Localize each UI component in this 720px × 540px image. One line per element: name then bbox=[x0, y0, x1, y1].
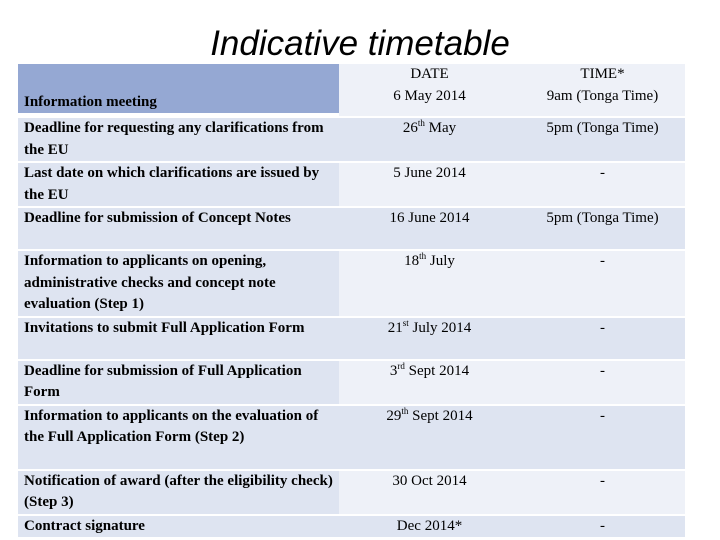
date-column-header: DATE bbox=[410, 66, 449, 82]
page-title: Indicative timetable bbox=[210, 24, 510, 63]
activity-cell: Deadline for requesting any clarifications from the EU bbox=[18, 118, 339, 161]
time-cell: 5pm (Tonga Time) bbox=[520, 118, 685, 161]
table-row bbox=[18, 361, 685, 404]
date-cell bbox=[339, 406, 520, 469]
date-main: 26 bbox=[402, 120, 418, 136]
time-cell: - bbox=[520, 361, 685, 404]
date-main: 3 bbox=[389, 362, 398, 379]
time-cell: 5pm (Tonga Time) bbox=[520, 208, 685, 249]
table-header-row bbox=[18, 64, 685, 116]
time-cell: - bbox=[520, 516, 685, 538]
time-cell: - bbox=[520, 251, 685, 316]
date-cell bbox=[339, 471, 520, 514]
date-ordinal: th bbox=[419, 251, 427, 261]
date-cell bbox=[339, 516, 520, 538]
table-row bbox=[18, 516, 685, 538]
activity-cell: Information to applicants on the evaluation of the Full Application Form (Step 2) bbox=[18, 406, 339, 469]
date-rest: May bbox=[424, 120, 457, 136]
time-cell: - bbox=[520, 406, 685, 469]
date-main: 21 bbox=[387, 319, 403, 336]
date-rest: Sept 2014 bbox=[408, 407, 473, 424]
date-header-cell bbox=[339, 64, 520, 116]
time-column-header: TIME* bbox=[580, 66, 625, 82]
date-rest: Sept 2014 bbox=[404, 362, 470, 379]
activity-cell: Information meeting bbox=[18, 64, 339, 116]
date-cell bbox=[339, 208, 520, 249]
table-row bbox=[18, 163, 685, 206]
date-main: 18 bbox=[404, 253, 420, 269]
date-ordinal: rd bbox=[397, 360, 405, 371]
time-cell: - bbox=[520, 471, 685, 514]
date-cell bbox=[339, 318, 520, 359]
table-row bbox=[18, 406, 685, 469]
date-main: 16 June 2014 bbox=[389, 210, 470, 226]
date-ordinal: th bbox=[417, 118, 425, 128]
date-rest: July bbox=[426, 253, 455, 269]
date-ordinal: st bbox=[402, 317, 409, 328]
table-row bbox=[18, 318, 685, 359]
date-main: 30 Oct 2014 bbox=[392, 472, 467, 489]
date-main: 5 June 2014 bbox=[393, 165, 466, 181]
date-cell bbox=[339, 251, 520, 316]
table-row bbox=[18, 208, 685, 249]
activity-cell: Contract signature bbox=[18, 516, 339, 538]
date-main: 29 bbox=[386, 407, 402, 424]
date-cell bbox=[339, 361, 520, 404]
table-row bbox=[18, 118, 685, 161]
activity-cell: Notification of award (after the eligibility check) (Step 3) bbox=[18, 471, 339, 514]
time-cell: - bbox=[520, 163, 685, 206]
date-value: 6 May 2014 bbox=[393, 87, 466, 104]
activity-cell: Deadline for submission of Concept Notes bbox=[18, 208, 339, 249]
date-rest: July 2014 bbox=[408, 319, 472, 336]
activity-cell: Invitations to submit Full Application Form bbox=[18, 318, 339, 359]
time-cell: - bbox=[520, 318, 685, 359]
timetable bbox=[18, 62, 685, 539]
activity-cell: Information to applicants on opening, administrative checks and concept note evaluation (Step 1) bbox=[18, 251, 339, 316]
time-value: 9am (Tonga Time) bbox=[546, 87, 659, 104]
activity-cell: Last date on which clarifications are issued by the EU bbox=[18, 163, 339, 206]
table-row bbox=[18, 251, 685, 316]
date-main: Dec 2014* bbox=[396, 517, 463, 534]
date-cell bbox=[339, 163, 520, 206]
time-header-cell bbox=[520, 64, 685, 116]
table-row bbox=[18, 471, 685, 514]
date-cell bbox=[339, 118, 520, 161]
date-ordinal: th bbox=[401, 405, 409, 416]
activity-cell: Deadline for submission of Full Application Form bbox=[18, 361, 339, 404]
